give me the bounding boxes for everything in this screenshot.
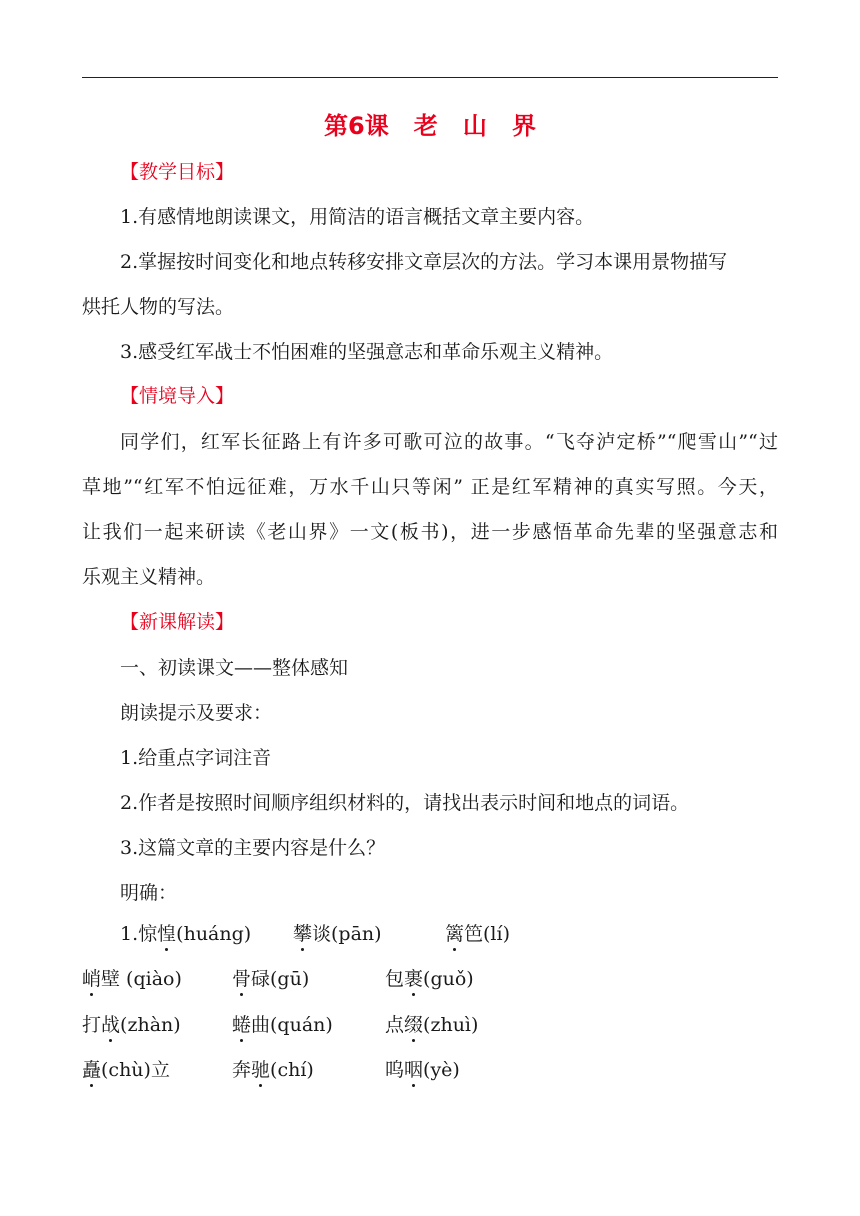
- pinyin-text: (chù)立: [101, 1059, 170, 1081]
- pinyin-text: 打: [82, 1014, 102, 1036]
- emphasized-character: 骨: [232, 968, 252, 990]
- intro-line-2: 草地”“红军不怕远征难，万水千山只等闲” 正是红军精神的真实写照。今天，: [82, 476, 778, 498]
- part-1-heading: 一、初读课文——整体感知: [120, 657, 349, 679]
- intro-heading: 【情境导入】: [120, 385, 235, 407]
- pinyin-entry: [82, 1058, 170, 1082]
- pinyin-entry: [445, 922, 510, 946]
- pinyin-entry: [120, 922, 251, 946]
- pinyin-text: 点: [385, 1014, 405, 1036]
- reading-tips: 朗读提示及要求：: [120, 702, 273, 724]
- pinyin-text: 包: [385, 968, 405, 990]
- pinyin-entry: [232, 1013, 333, 1037]
- pinyin-text: (chí): [270, 1059, 314, 1081]
- pinyin-text: 1.: [120, 923, 139, 945]
- pinyin-entry: [82, 1013, 181, 1037]
- emphasized-character: 蜷: [232, 1014, 252, 1036]
- question-3: 3.这篇文章的主要内容是什么？: [120, 837, 386, 859]
- question-2: 2.作者是按照时间顺序组织材料的，请找出表示时间和地点的词语。: [120, 792, 690, 814]
- pinyin-text: (yè): [423, 1059, 460, 1081]
- emphasized-character: 裹: [404, 968, 424, 990]
- pinyin-text: 碌(gū): [251, 968, 310, 990]
- goal-item-2-line-2: 烘托人物的写法。: [82, 296, 235, 318]
- pinyin-text: 笆(lí): [464, 923, 510, 945]
- pinyin-text: 谈(pān): [312, 923, 382, 945]
- lesson-heading: 【新课解读】: [120, 611, 235, 633]
- emphasized-character: 矗: [82, 1059, 102, 1081]
- pinyin-text: 曲(quán): [251, 1014, 333, 1036]
- question-1: 1.给重点字词注音: [120, 747, 272, 769]
- pinyin-text: 惊: [138, 923, 158, 945]
- goals-heading: 【教学目标】: [120, 161, 235, 183]
- emphasized-character: 惶: [157, 923, 177, 945]
- goal-item-1: 1.有感情地朗读课文，用简洁的语言概括文章主要内容。: [120, 206, 595, 228]
- answer-label: 明确：: [120, 882, 178, 904]
- pinyin-text: 呜: [385, 1059, 405, 1081]
- pinyin-text: 奔: [232, 1059, 252, 1081]
- pinyin-text: (guǒ): [423, 968, 474, 990]
- pinyin-text: (zhàn): [120, 1014, 181, 1036]
- pinyin-entry: [293, 922, 382, 946]
- emphasized-character: 咽: [404, 1059, 424, 1081]
- emphasized-character: 缀: [404, 1014, 424, 1036]
- emphasized-character: 战: [101, 1014, 121, 1036]
- pinyin-text: (zhuì): [423, 1014, 479, 1036]
- lesson-title: 第6课 老 山 界: [324, 112, 536, 140]
- pinyin-text: (huáng): [176, 923, 252, 945]
- pinyin-entry: [232, 1058, 314, 1082]
- header-rule: [82, 77, 778, 78]
- goal-item-2-line-1: 2.掌握按时间变化和地点转移安排文章层次的方法。学习本课用景物描写: [120, 251, 728, 273]
- intro-line-4: 乐观主义精神。: [82, 566, 216, 588]
- pinyin-entry: [82, 967, 182, 991]
- goal-item-3: 3.感受红军战士不怕困难的坚强意志和革命乐观主义精神。: [120, 341, 614, 363]
- pinyin-entry: [385, 1058, 460, 1082]
- emphasized-character: 篱: [445, 923, 465, 945]
- intro-line-3: 让我们一起来研读《老山界》一文(板书)，进一步感悟革命先辈的坚强意志和: [82, 521, 778, 543]
- emphasized-character: 峭: [82, 968, 102, 990]
- emphasized-character: 攀: [293, 923, 313, 945]
- emphasized-character: 驰: [251, 1059, 271, 1081]
- pinyin-entry: [385, 967, 474, 991]
- pinyin-text: 壁 (qiào): [101, 968, 182, 990]
- pinyin-entry: [385, 1013, 478, 1037]
- pinyin-entry: [232, 967, 309, 991]
- intro-line-1: 同学们，红军长征路上有许多可歌可泣的故事。“飞夺泸定桥”“爬雪山”“过: [120, 431, 778, 453]
